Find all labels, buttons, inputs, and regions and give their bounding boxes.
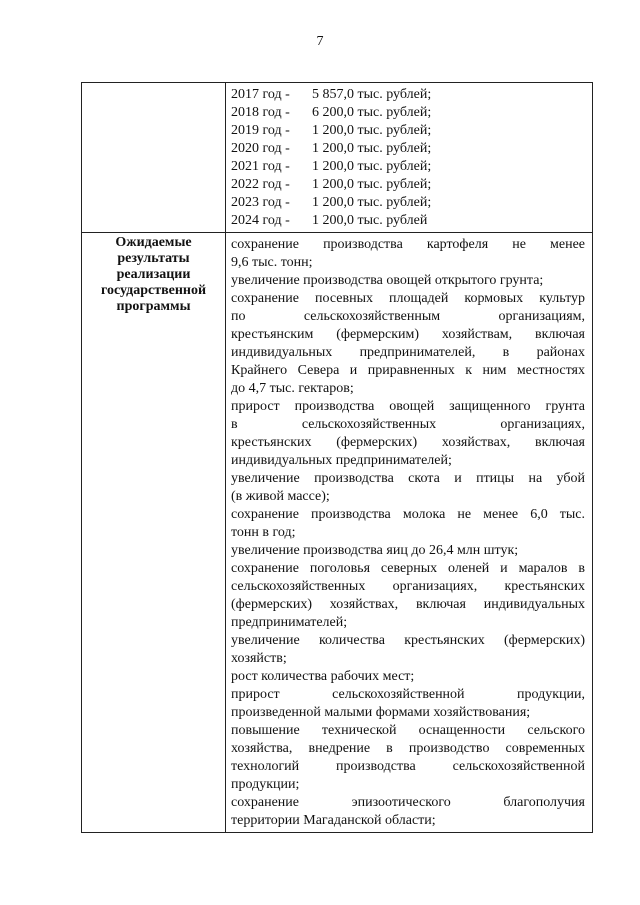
result-line: до 4,7 тыс. гектаров; — [231, 381, 354, 396]
result-line: (в живой массе); — [231, 489, 330, 504]
funding-row — [82, 83, 593, 233]
results-heading-line: результаты — [117, 251, 190, 266]
result-line: сельскохозяйственных организациях, крестьянских — [231, 579, 585, 594]
result-line: технологий производства сельскохозяйственной — [231, 759, 585, 774]
result-line: рост количества рабочих мест; — [231, 669, 415, 684]
result-line: сохранение производства молока не менее 6,0 тыс. — [231, 507, 585, 522]
result-line: 9,6 тыс. тонн; — [231, 255, 313, 270]
result-line: индивидуальных предпринимателей, в районах — [231, 345, 585, 360]
funding-amount: 1 200,0 тыс. рублей; — [312, 123, 432, 138]
funding-amount: 5 857,0 тыс. рублей; — [312, 87, 432, 102]
results-list — [231, 236, 585, 830]
result-line: произведенной малыми формами хозяйствования; — [231, 705, 531, 720]
result-line: прирост сельскохозяйственной продукции, — [231, 687, 585, 702]
funding-amount: 1 200,0 тыс. рублей; — [312, 177, 432, 192]
funding-line — [231, 104, 585, 122]
funding-list — [231, 86, 585, 230]
funding-year: 2019 год - — [231, 123, 290, 138]
result-line: увеличение количества крестьянских (фермерских) — [231, 633, 585, 648]
result-line: сохранение посевных площадей кормовых культур — [231, 291, 585, 306]
results-row — [82, 233, 593, 833]
result-line: предпринимателей; — [231, 615, 348, 630]
result-line: хозяйств; — [231, 651, 287, 666]
funding-amount: 1 200,0 тыс. рублей; — [312, 141, 432, 156]
results-heading-line: Ожидаемые — [115, 235, 192, 250]
funding-line — [231, 86, 585, 104]
result-line: сохранение эпизоотического благополучия — [231, 795, 585, 810]
results-heading — [82, 233, 225, 315]
result-line: увеличение производства яиц до 26,4 млн штук; — [231, 543, 519, 558]
result-line: (фермерских) хозяйствах, включая индивидуальных — [231, 597, 585, 612]
funding-amount: 1 200,0 тыс. рублей; — [312, 195, 432, 210]
funding-year: 2024 год - — [231, 213, 290, 228]
funding-cell — [226, 83, 593, 233]
result-line: Крайнего Севера и приравненных к ним местностях — [231, 363, 585, 378]
funding-amount: 1 200,0 тыс. рублей — [312, 213, 428, 228]
result-line: прирост производства овощей защищенного грунта — [231, 399, 585, 414]
funding-year: 2021 год - — [231, 159, 290, 174]
funding-year: 2023 год - — [231, 195, 290, 210]
results-heading-cell — [82, 233, 226, 833]
funding-line — [231, 176, 585, 194]
funding-year: 2020 год - — [231, 141, 290, 156]
result-line: сохранение поголовья северных оленей и маралов в — [231, 561, 585, 576]
funding-line — [231, 122, 585, 140]
result-line: увеличение производства овощей открытого грунта; — [231, 273, 544, 288]
funding-line — [231, 158, 585, 176]
result-line: индивидуальных предпринимателей; — [231, 453, 452, 468]
program-passport-table — [81, 82, 593, 833]
result-line: продукции; — [231, 777, 300, 792]
result-line: территории Магаданской области; — [231, 813, 436, 828]
result-line: повышение технической оснащенности сельского — [231, 723, 585, 738]
funding-left-cell — [82, 83, 226, 233]
result-line: тонн в год; — [231, 525, 296, 540]
result-line: хозяйства, внедрение в производство современных — [231, 741, 585, 756]
result-line: крестьянских (фермерских) хозяйствах, включая — [231, 435, 585, 450]
funding-year: 2018 год - — [231, 105, 290, 120]
result-line: по сельскохозяйственным организациям, — [231, 309, 585, 324]
result-line: в сельскохозяйственных организациях, — [231, 417, 585, 432]
results-heading-line: программы — [116, 299, 191, 314]
funding-line — [231, 212, 585, 230]
results-cell — [226, 233, 593, 833]
funding-line — [231, 194, 585, 212]
funding-line — [231, 140, 585, 158]
result-line: увеличение производства скота и птицы на убой — [231, 471, 585, 486]
funding-amount: 6 200,0 тыс. рублей; — [312, 105, 432, 120]
funding-amount: 1 200,0 тыс. рублей; — [312, 159, 432, 174]
funding-year: 2017 год - — [231, 87, 290, 102]
page-number: 7 — [316, 34, 324, 49]
results-heading-line: реализации — [116, 267, 191, 282]
funding-year: 2022 год - — [231, 177, 290, 192]
result-line: крестьянским (фермерским) хозяйствам, включая — [231, 327, 585, 342]
results-heading-line: государственной — [100, 283, 207, 298]
result-line: сохранение производства картофеля не менее — [231, 237, 585, 252]
